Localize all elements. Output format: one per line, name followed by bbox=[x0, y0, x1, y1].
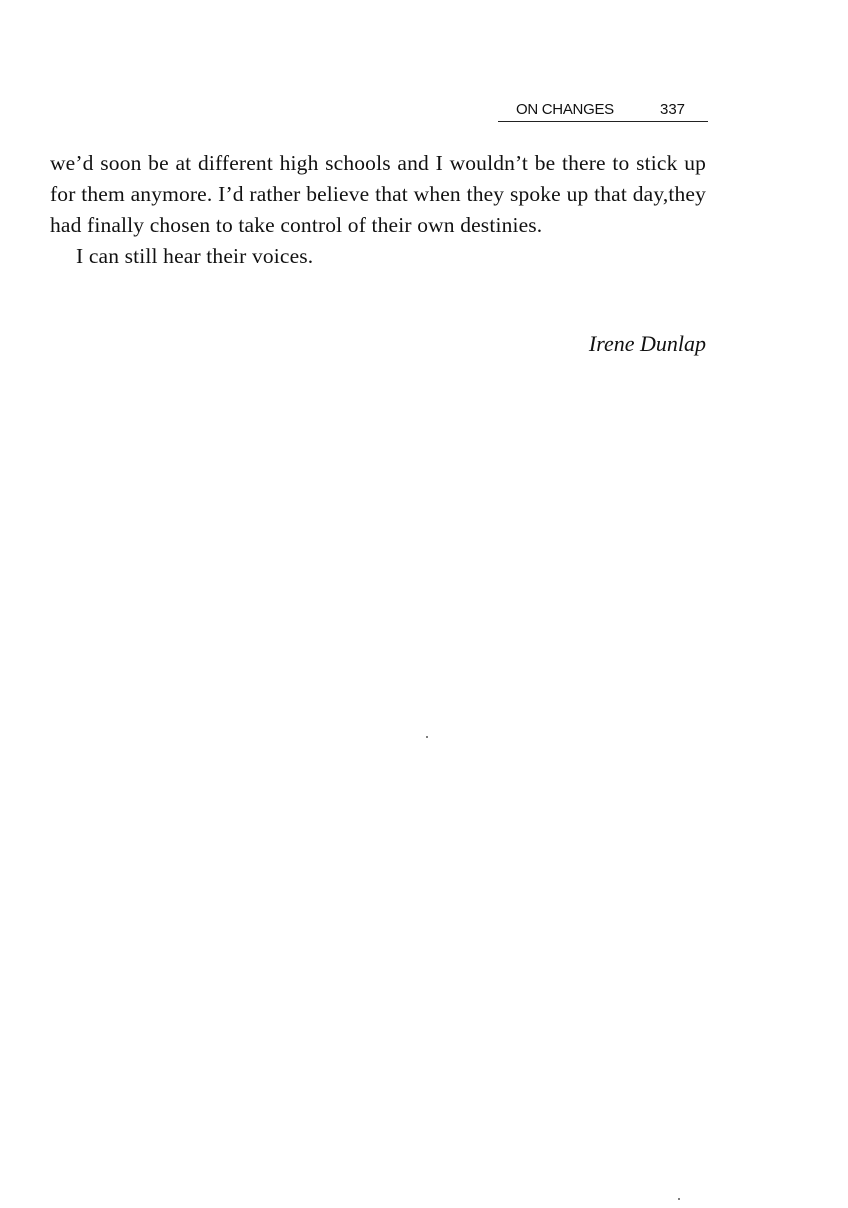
author-byline: Irene Dunlap bbox=[588, 331, 706, 356]
paragraph: I can still hear their voices. bbox=[76, 244, 314, 268]
page-number: 337 bbox=[660, 101, 686, 118]
scan-speck bbox=[678, 1198, 680, 1200]
body-text bbox=[50, 148, 706, 272]
section-title: ON CHANGES bbox=[516, 101, 614, 118]
paragraph: we’d soon be at different high schools and I wouldn’t be there to stick up for them anymore. I’d rather believe that when they spoke up that day,they had finally chosen to take control of their own destinies. bbox=[50, 151, 706, 237]
scan-speck bbox=[426, 736, 428, 738]
running-head bbox=[498, 99, 708, 122]
